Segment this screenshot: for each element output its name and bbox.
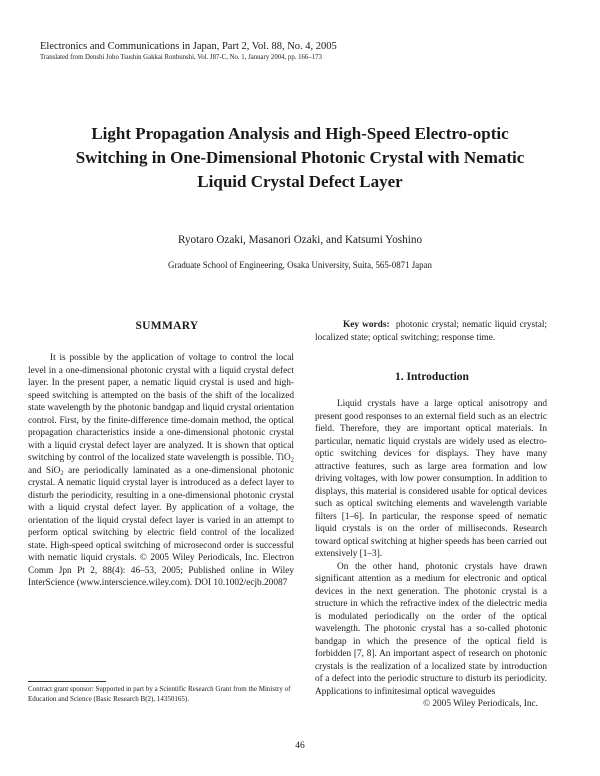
journal-citation: Electronics and Communications in Japan, Part 2, Vol. 88, No. 4, 2005 — [40, 41, 337, 52]
author-list: Ryotaro Ozaki, Masanori Ozaki, and Katsumi Yoshino — [177, 234, 423, 246]
paper-title — [40, 122, 560, 194]
summary-body — [28, 352, 294, 590]
keywords-label: Key words: — [343, 320, 390, 330]
affiliation: Graduate School of Engineering, Osaka University, Suita, 565-0871 Japan — [168, 260, 432, 270]
summary-paragraph: It is possible by the application of voltage to control the local level in a one-dimensional photonic crystal with a liquid crystal defect layer. In the present paper, a nematic liquid crystal is used and high-speed switching is attempted on the basis of the shift of the localized state wavelength by the photonic bandgap and liquid crystal orientation control. First, by the finite-difference time-domain method, the optical propagation characteristics inside a one-dimensional photonic crystal with a liquid crystal defect layer are analyzed. It is shown that optical switching by control of the localized state wavelength is possible. TiO$_2$ and SiO$_2$ are periodically laminated as a one-dimensional photonic crystal. A nematic liquid crystal layer is introduced as a defect layer to disturb the periodicity, resulting in a one-dimensional photonic crystal with a liquid crystal defect layer. By application of a voltage, the orientation of the liquid crystal defect layer is varied in an attempt to perform optical switching by electric field control of the localized state. High-speed optical switching of microsecond order is successful with nematic liquid crystals. © 2005 Wiley Periodicals, Inc. Electron Comm Jpn Pt 2, 88(4): 46–53, 2005; Published online in Wiley InterScience (www.interscience.wiley.com). DOI 10.1002/ecjb.20087 — [28, 353, 295, 588]
intro-paragraph: Liquid crystals have a large optical anisotropy and present good responses to an external field such as an electric field. Therefore, they are important optical materials. In particular, nematic liquid crystals are widely used as electro-optic switching devices for displays. They have many attractive features, such as large area formation and low driving voltages, with low power consumption. In addition to displays, this material is considered usable for optical devices such as optical switching elements and wavelength variable filters [1–6]. In particular, the response speed of nematic liquid crystals is on the order of milliseconds. Research toward optical switching at higher speeds has been carried out extensively [1–3]. — [315, 399, 547, 559]
intro-paragraph: On the other hand, photonic crystals have drawn significant attention as a medium for electronic and optical devices in the next generation. The photonic crystal is a structure in which the refractive index of the dielectric media is modulated periodically on the order of the optical wavelength. The photonic crystal has a so-called photonic bandgap in which the presence of the optical field is forbidden [7, 8]. An important aspect of research on photonic crystals is the realization of a localized state by introduction of a defect into the periodic structure to disturb its periodicity. Applications to infinitesimal optical waveguides — [315, 561, 547, 697]
grant-footnote: Contract grant sponsor: Supported in part by a Scientific Research Grant from the Ministry of Education and Science (Basic Research B(2), 14350165). — [28, 685, 291, 703]
page-number: 46 — [295, 741, 305, 751]
title-line: Liquid Crystal Defect Layer — [197, 172, 403, 191]
keywords — [315, 319, 547, 344]
translation-source: Translated from Denshi Joho Tsushin Gakkai Ronbunshi, Vol. J87-C, No. 1, January 2004, pp. 166–173 — [40, 54, 322, 61]
title-line: Light Propagation Analysis and High-Speed Electro-optic — [91, 124, 509, 143]
title-line: Switching in One-Dimensional Photonic Crystal with Nematic — [75, 148, 525, 167]
footnote-divider — [28, 681, 106, 682]
introduction-heading: 1. Introduction — [395, 371, 469, 383]
keywords-text: photonic crystal; nematic liquid crystal; localized state; optical switching; response time. — [315, 320, 547, 343]
summary-heading: SUMMARY — [135, 320, 199, 332]
copyright-notice: © 2005 Wiley Periodicals, Inc. — [423, 699, 538, 709]
introduction-body — [315, 398, 547, 698]
